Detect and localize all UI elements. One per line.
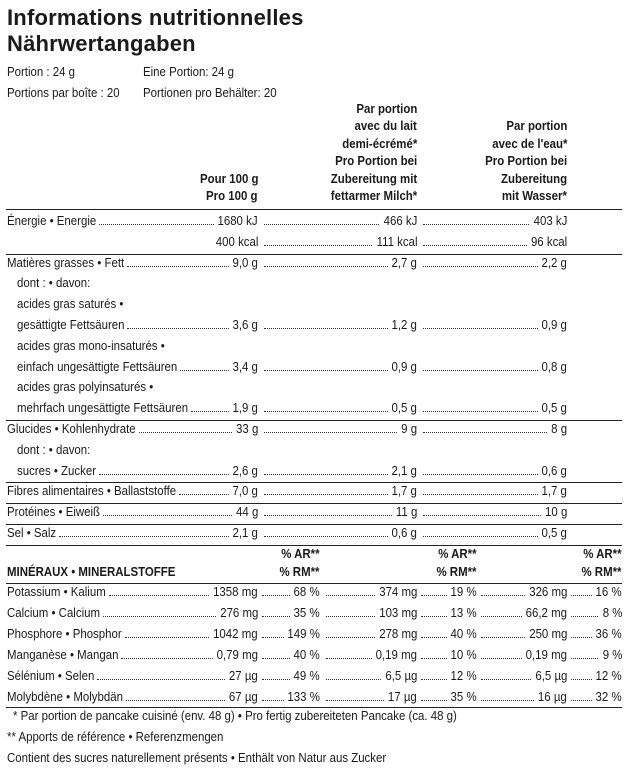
dot-leader	[481, 637, 525, 638]
dot-leader	[421, 637, 447, 638]
mineral-dv-water: 9 %	[602, 646, 622, 662]
value-per-100g: 3,4 g	[232, 358, 258, 374]
mineral-value-water: 66,2 mg	[525, 604, 567, 620]
mineral-value-water: 0,19 mg	[525, 646, 567, 662]
mineral-value-milk: 0,19 mg	[375, 646, 417, 662]
dot-leader	[326, 658, 372, 659]
nutrient-label: Glucides • Kohlenhydrate	[7, 421, 136, 436]
dot-leader	[481, 700, 534, 701]
value-per-100g: 400 kcal	[215, 233, 258, 249]
value-water: 0,9 g	[541, 317, 567, 332]
column-header-water: Par portion	[505, 118, 567, 133]
dot-leader	[326, 595, 375, 596]
mineral-dv-water: 16 %	[595, 584, 622, 599]
mineral-value-milk: 374 mg	[378, 584, 417, 599]
mineral-value-per-100g: 27 µg	[229, 667, 258, 683]
dv-header-per-100g: % RM**	[279, 564, 320, 579]
mineral-value-milk: 6,5 µg	[384, 667, 417, 683]
dot-leader	[571, 679, 592, 680]
nutrient-sublabel: einfach ungesättigte Fettsäuren	[17, 358, 178, 374]
servings-count-de: Portionen pro Behälter: 20	[143, 85, 277, 100]
nutrient-sublabel: acides gras saturés •	[17, 296, 124, 312]
mineral-dv-per-100g: 35 %	[293, 604, 320, 620]
column-header-per-100g: Pro 100 g	[206, 188, 258, 203]
dot-leader	[264, 474, 388, 475]
column-header-per-100g: Pour 100 g	[199, 170, 258, 186]
value-water: 0,5 g	[541, 525, 567, 540]
value-water: 2,2 g	[541, 254, 567, 270]
dot-leader	[481, 595, 525, 596]
dot-leader	[179, 494, 228, 495]
value-milk: 2,7 g	[391, 254, 417, 270]
dot-leader	[421, 658, 447, 659]
mineral-dv-milk: 40 %	[450, 625, 477, 641]
dot-leader	[264, 328, 388, 329]
value-water: 96 kcal	[530, 233, 567, 249]
mineral-dv-milk: 10 %	[450, 646, 477, 662]
dot-leader	[421, 595, 447, 596]
dot-leader	[262, 637, 284, 638]
value-per-100g: 3,6 g	[232, 317, 258, 332]
dot-leader	[423, 245, 527, 246]
dot-leader	[423, 494, 538, 495]
value-per-100g: 2,1 g	[232, 525, 258, 540]
mineral-label: Sélénium • Selen	[7, 667, 95, 683]
serving-size-de: Eine Portion: 24 g	[143, 64, 234, 79]
dot-leader	[423, 515, 541, 516]
value-per-100g: 1680 kJ	[217, 213, 258, 228]
mineral-label: Manganèse • Mangan	[7, 646, 119, 662]
value-milk: 0,9 g	[391, 358, 417, 374]
dot-leader	[423, 224, 529, 225]
dot-leader	[423, 370, 538, 371]
mineral-value-per-100g: 1358 mg	[213, 584, 258, 599]
dot-leader	[264, 432, 397, 433]
dot-leader	[326, 700, 384, 701]
dot-leader	[481, 658, 522, 659]
dot-leader	[326, 679, 381, 680]
mineral-value-per-100g: 0,79 mg	[216, 646, 258, 662]
dot-leader	[264, 224, 379, 225]
dot-leader	[264, 494, 388, 495]
mineral-dv-per-100g: 133 %	[287, 688, 320, 704]
mineral-value-water: 16 µg	[538, 688, 567, 704]
mineral-label: Phosphore • Phosphor	[7, 625, 122, 641]
dot-leader	[421, 616, 447, 617]
serving-size-fr: Portion : 24 g	[7, 64, 76, 79]
mineral-value-water: 6,5 µg	[534, 667, 567, 683]
dot-leader	[571, 616, 598, 617]
dot-leader	[180, 370, 228, 371]
dot-leader	[103, 616, 216, 617]
dot-leader	[127, 328, 228, 329]
dot-leader	[262, 658, 290, 659]
dot-leader	[99, 474, 229, 475]
value-per-100g: 9,0 g	[232, 254, 258, 270]
dot-leader	[423, 266, 538, 267]
divider	[6, 524, 622, 525]
title-german: Nährwertangaben	[7, 31, 196, 56]
nutrient-sublabel: acides gras mono-insaturés •	[17, 337, 165, 353]
dot-leader	[326, 616, 375, 617]
column-header-milk: Par portion	[355, 100, 417, 116]
nutrient-label: Sel • Salz	[7, 525, 57, 540]
column-header-water: Zubereitung	[500, 170, 567, 186]
nutrient-sublabel: mehrfach ungesättigte Fettsäuren	[17, 400, 189, 416]
column-header-water: Pro Portion bei	[485, 153, 567, 168]
dv-header-milk: % AR**	[438, 546, 477, 561]
value-water: 0,6 g	[541, 462, 567, 478]
dot-leader	[421, 679, 447, 680]
dot-leader	[59, 536, 228, 537]
dot-leader	[264, 370, 388, 371]
dot-leader	[139, 432, 232, 433]
nutrient-sublabel: dont : • davon:	[17, 275, 91, 291]
mineral-value-milk: 103 mg	[378, 604, 417, 620]
dot-leader	[571, 658, 598, 659]
dot-leader	[121, 658, 212, 659]
nutrient-sublabel: sucres • Zucker	[17, 462, 97, 478]
dot-leader	[262, 679, 290, 680]
mineral-label: Molybdène • Molybdän	[7, 688, 123, 704]
mineral-dv-water: 36 %	[595, 625, 622, 641]
mineral-dv-milk: 35 %	[450, 688, 477, 704]
mineral-dv-per-100g: 40 %	[293, 646, 320, 662]
dot-leader	[423, 328, 538, 329]
column-header-milk: avec du lait	[354, 118, 417, 133]
mineral-value-water: 250 mg	[528, 625, 567, 641]
dot-leader	[262, 700, 284, 701]
nutrient-label: Matières grasses • Fett	[7, 254, 125, 270]
title-french: Informations nutritionnelles	[7, 5, 304, 30]
value-milk: 9 g	[401, 421, 417, 436]
column-header-water: mit Wasser*	[501, 188, 567, 203]
mineral-value-water: 326 mg	[528, 584, 567, 599]
footnote: ** Apports de référence • Referenzmengen	[7, 729, 224, 744]
dot-leader	[125, 637, 210, 638]
value-per-100g: 7,0 g	[232, 483, 258, 499]
value-water: 1,7 g	[541, 483, 567, 499]
dot-leader	[264, 266, 388, 267]
value-milk: 11 g	[395, 504, 417, 520]
dv-header-milk: % RM**	[436, 564, 477, 579]
mineral-dv-water: 32 %	[595, 688, 622, 704]
value-milk: 0,6 g	[391, 525, 417, 540]
mineral-value-milk: 278 mg	[378, 625, 417, 641]
minerals-heading: MINÉRAUX • MINERALSTOFFE	[7, 564, 176, 579]
dot-leader	[264, 245, 372, 246]
value-milk: 0,5 g	[391, 400, 417, 416]
dot-leader	[103, 515, 232, 516]
dot-leader	[262, 616, 290, 617]
dot-leader	[99, 224, 214, 225]
value-water: 0,8 g	[541, 358, 567, 374]
dot-leader	[421, 700, 447, 701]
divider	[6, 209, 622, 210]
mineral-dv-water: 12 %	[595, 667, 622, 683]
mineral-label: Potassium • Kalium	[7, 584, 106, 599]
mineral-dv-milk: 12 %	[450, 667, 477, 683]
servings-count-fr: Portions par boîte : 20	[7, 85, 120, 100]
column-header-water: avec de l'eau*	[491, 135, 567, 151]
mineral-dv-per-100g: 68 %	[293, 584, 320, 599]
value-per-100g: 1,9 g	[232, 400, 258, 416]
nutrient-label: Fibres alimentaires • Ballaststoffe	[7, 483, 177, 499]
mineral-dv-water: 8 %	[602, 604, 622, 620]
footnote: * Par portion de pancake cuisiné (env. 48 g) • Pro fertig zubereiteten Pancake (ca. 48 g)	[13, 708, 457, 723]
dot-leader	[571, 700, 592, 701]
nutrient-sublabel: acides gras polyinsaturés •	[17, 379, 154, 395]
mineral-dv-per-100g: 49 %	[293, 667, 320, 683]
dot-leader	[423, 536, 538, 537]
dot-leader	[481, 616, 522, 617]
column-header-milk: fettarmer Milch*	[330, 188, 417, 203]
dot-leader	[127, 266, 228, 267]
value-per-100g: 44 g	[235, 504, 258, 520]
dv-header-water: % RM**	[581, 564, 622, 579]
value-water: 403 kJ	[533, 213, 567, 228]
mineral-value-per-100g: 1042 mg	[213, 625, 258, 641]
dot-leader	[264, 411, 388, 412]
dot-leader	[423, 474, 538, 475]
dot-leader	[126, 700, 225, 701]
dv-header-per-100g: % AR**	[281, 546, 320, 561]
mineral-label: Calcium • Calcium	[7, 604, 101, 620]
value-per-100g: 2,6 g	[232, 462, 258, 478]
footnote: Contient des sucres naturellement présents • Enthält von Natur aus Zucker	[7, 750, 387, 765]
nutrient-sublabel: dont : • davon:	[17, 441, 91, 457]
value-water: 10 g	[544, 504, 567, 520]
mineral-dv-milk: 19 %	[450, 584, 477, 599]
mineral-dv-per-100g: 149 %	[287, 625, 320, 641]
dot-leader	[109, 595, 210, 596]
value-milk: 1,7 g	[391, 483, 417, 499]
column-header-milk: demi-écrémé*	[341, 135, 417, 151]
dot-leader	[481, 679, 531, 680]
value-milk: 1,2 g	[391, 317, 417, 332]
nutrient-label: Protéines • Eiweiß	[7, 504, 101, 520]
dot-leader	[191, 411, 228, 412]
dot-leader	[571, 637, 592, 638]
dot-leader	[423, 432, 547, 433]
dv-header-water: % AR**	[583, 546, 622, 561]
nutrient-sublabel: gesättigte Fettsäuren	[17, 317, 125, 332]
dot-leader	[264, 536, 388, 537]
value-milk: 2,1 g	[391, 462, 417, 478]
value-water: 0,5 g	[541, 400, 567, 416]
nutrient-label: Énergie • Energie	[7, 213, 97, 228]
dot-leader	[423, 411, 538, 412]
mineral-value-milk: 17 µg	[388, 688, 417, 704]
mineral-value-per-100g: 276 mg	[219, 604, 258, 620]
value-milk: 111 kcal	[376, 233, 417, 249]
dot-leader	[571, 595, 592, 596]
column-header-milk: Pro Portion bei	[335, 153, 417, 168]
mineral-dv-milk: 13 %	[450, 604, 477, 620]
dot-leader	[262, 595, 290, 596]
dot-leader	[326, 637, 375, 638]
value-milk: 466 kJ	[383, 213, 417, 228]
dot-leader	[264, 515, 392, 516]
dot-leader	[97, 679, 225, 680]
column-header-milk: Zubereitung mit	[330, 170, 417, 186]
value-per-100g: 33 g	[235, 421, 258, 436]
value-water: 8 g	[551, 421, 567, 436]
mineral-value-per-100g: 67 µg	[229, 688, 258, 704]
